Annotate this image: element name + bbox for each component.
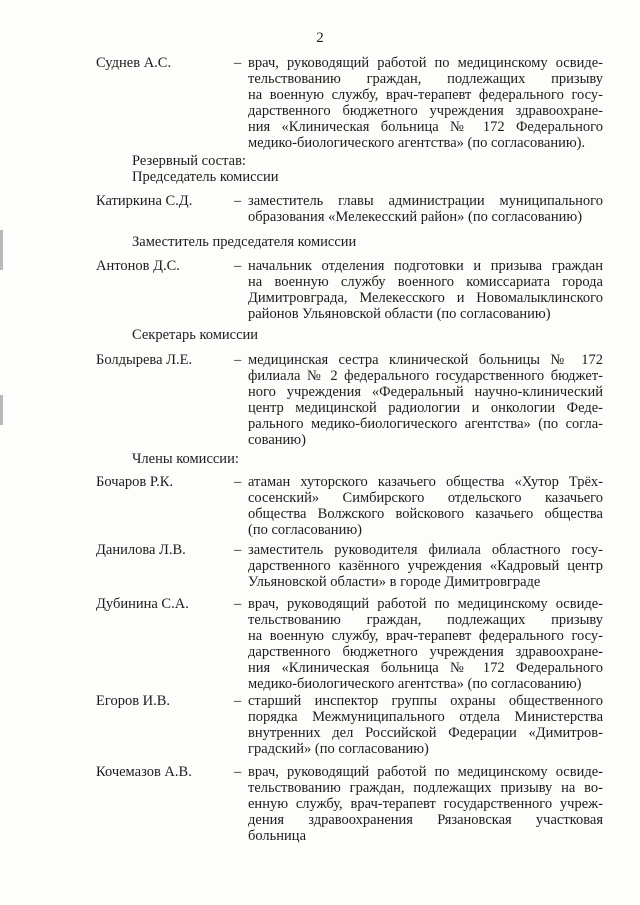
position-line: тельствованию граждан, подлежащих призыву — [248, 71, 603, 87]
position-line: дарственного бюджетного учреждения здравоохране- — [248, 103, 603, 119]
member-name: Данилова Л.В. — [96, 542, 186, 558]
position-line: ного учреждения «Федеральный научно-клинический — [248, 384, 603, 400]
position-line: тельствованию граждан, подлежащих призыву — [248, 612, 603, 628]
position-line: филиала № 2 федерального государственного бюджет- — [248, 368, 603, 384]
position-line: енную службу, врач-терапевт государственного учреж- — [248, 796, 603, 812]
position-line: общества Волжского войскового казачьего общества — [248, 506, 603, 522]
entry-dash: – — [234, 693, 242, 709]
member-name: Суднев А.С. — [96, 55, 172, 71]
position-line: районов Ульяновской области (по согласованию) — [248, 306, 551, 322]
member-name: Егоров И.В. — [96, 693, 171, 709]
member-name: Дубинина С.А. — [96, 596, 189, 612]
position-line: атаман хуторского казачьего общества «Хутор Трёх- — [248, 474, 603, 490]
position-line: (по согласованию) — [248, 522, 362, 538]
member-position — [248, 596, 603, 692]
position-line: внутренних дел Российской Федерации «Димитров- — [248, 725, 603, 741]
members-heading: Члены комиссии: — [132, 451, 239, 467]
position-line: на военную службу, врач-терапевт федерального госу- — [248, 628, 603, 644]
member-name: Бочаров Р.К. — [96, 474, 174, 490]
position-line: медико-биологического агентства» (по согласованию). — [248, 135, 586, 151]
position-line: врач, руководящий работой по медицинскому освиде- — [248, 55, 603, 71]
position-line: порядка Межмуниципального отдела Министерства — [248, 709, 603, 725]
position-line: рального медико-биологического агентства» (по согла- — [248, 416, 603, 432]
position-line: Димитровграда, Мелекесского и Новомалыклинского — [248, 290, 603, 306]
position-line: сованию) — [248, 432, 306, 448]
position-line: центр медицинской радиологии и онкологии Феде- — [248, 400, 603, 416]
member-position — [248, 764, 603, 844]
scan-edge-shadow — [0, 230, 3, 270]
scan-edge-shadow — [0, 395, 3, 425]
position-line: дарственного казённого учреждения «Кадровый центр — [248, 558, 603, 574]
position-line: старший инспектор группы охраны общественного — [248, 693, 603, 709]
entry-dash: – — [234, 55, 242, 71]
member-name: Болдырева Л.Е. — [96, 352, 193, 368]
position-line: на военную службу, врач-терапевт федерального госу- — [248, 87, 603, 103]
position-line: медицинская сестра клинической больницы № 172 — [248, 352, 603, 368]
position-line: сосенский» Симбирского отдельского казачьего — [248, 490, 603, 506]
position-line: образования «Мелекесский район» (по согласованию) — [248, 209, 583, 225]
page-number: 2 — [316, 30, 324, 46]
position-line: дения здравоохранения Рязановская участковая — [248, 812, 603, 828]
position-line: ния «Клиническая больница № 172 Федерального — [248, 660, 603, 676]
secretary-heading: Секретарь комиссии — [132, 327, 259, 343]
position-line: заместитель руководителя филиала областного госу- — [248, 542, 603, 558]
entry-dash: – — [234, 352, 242, 368]
entry-dash: – — [234, 542, 242, 558]
vice-chair-heading: Заместитель председателя комиссии — [132, 234, 357, 250]
member-position — [248, 474, 603, 538]
member-name: Катиркина С.Д. — [96, 193, 193, 209]
entry-dash: – — [234, 474, 242, 490]
position-line: Ульяновской области» в городе Димитровграде — [248, 574, 541, 590]
position-line: больница — [248, 828, 306, 844]
entry-dash: – — [234, 193, 242, 209]
position-line: градский» (по согласованию) — [248, 741, 429, 757]
position-line: на военную службу военного комиссариата города — [248, 274, 603, 290]
member-position — [248, 258, 603, 322]
position-line: тельствованию граждан, подлежащих призыву на во- — [248, 780, 603, 796]
reserve-title: Резервный состав: — [132, 153, 246, 169]
member-position — [248, 193, 603, 225]
member-position — [248, 693, 603, 757]
member-position — [248, 542, 603, 590]
entry-dash: – — [234, 596, 242, 612]
entry-dash: – — [234, 258, 242, 274]
member-name: Кочемазов А.В. — [96, 764, 192, 780]
member-position — [248, 352, 603, 448]
position-line: врач, руководящий работой по медицинскому освиде- — [248, 764, 603, 780]
chair-heading: Председатель комиссии — [132, 169, 279, 185]
member-name: Антонов Д.С. — [96, 258, 180, 274]
entry-dash: – — [234, 764, 242, 780]
position-line: ния «Клиническая больница № 172 Федерального — [248, 119, 603, 135]
position-line: медико-биологического агентства» (по согласованию) — [248, 676, 582, 692]
member-position — [248, 55, 603, 151]
position-line: начальник отделения подготовки и призыва граждан — [248, 258, 603, 274]
position-line: дарственного бюджетного учреждения здравоохране- — [248, 644, 603, 660]
position-line: врач, руководящий работой по медицинскому освиде- — [248, 596, 603, 612]
position-line: заместитель главы администрации муниципального — [248, 193, 603, 209]
